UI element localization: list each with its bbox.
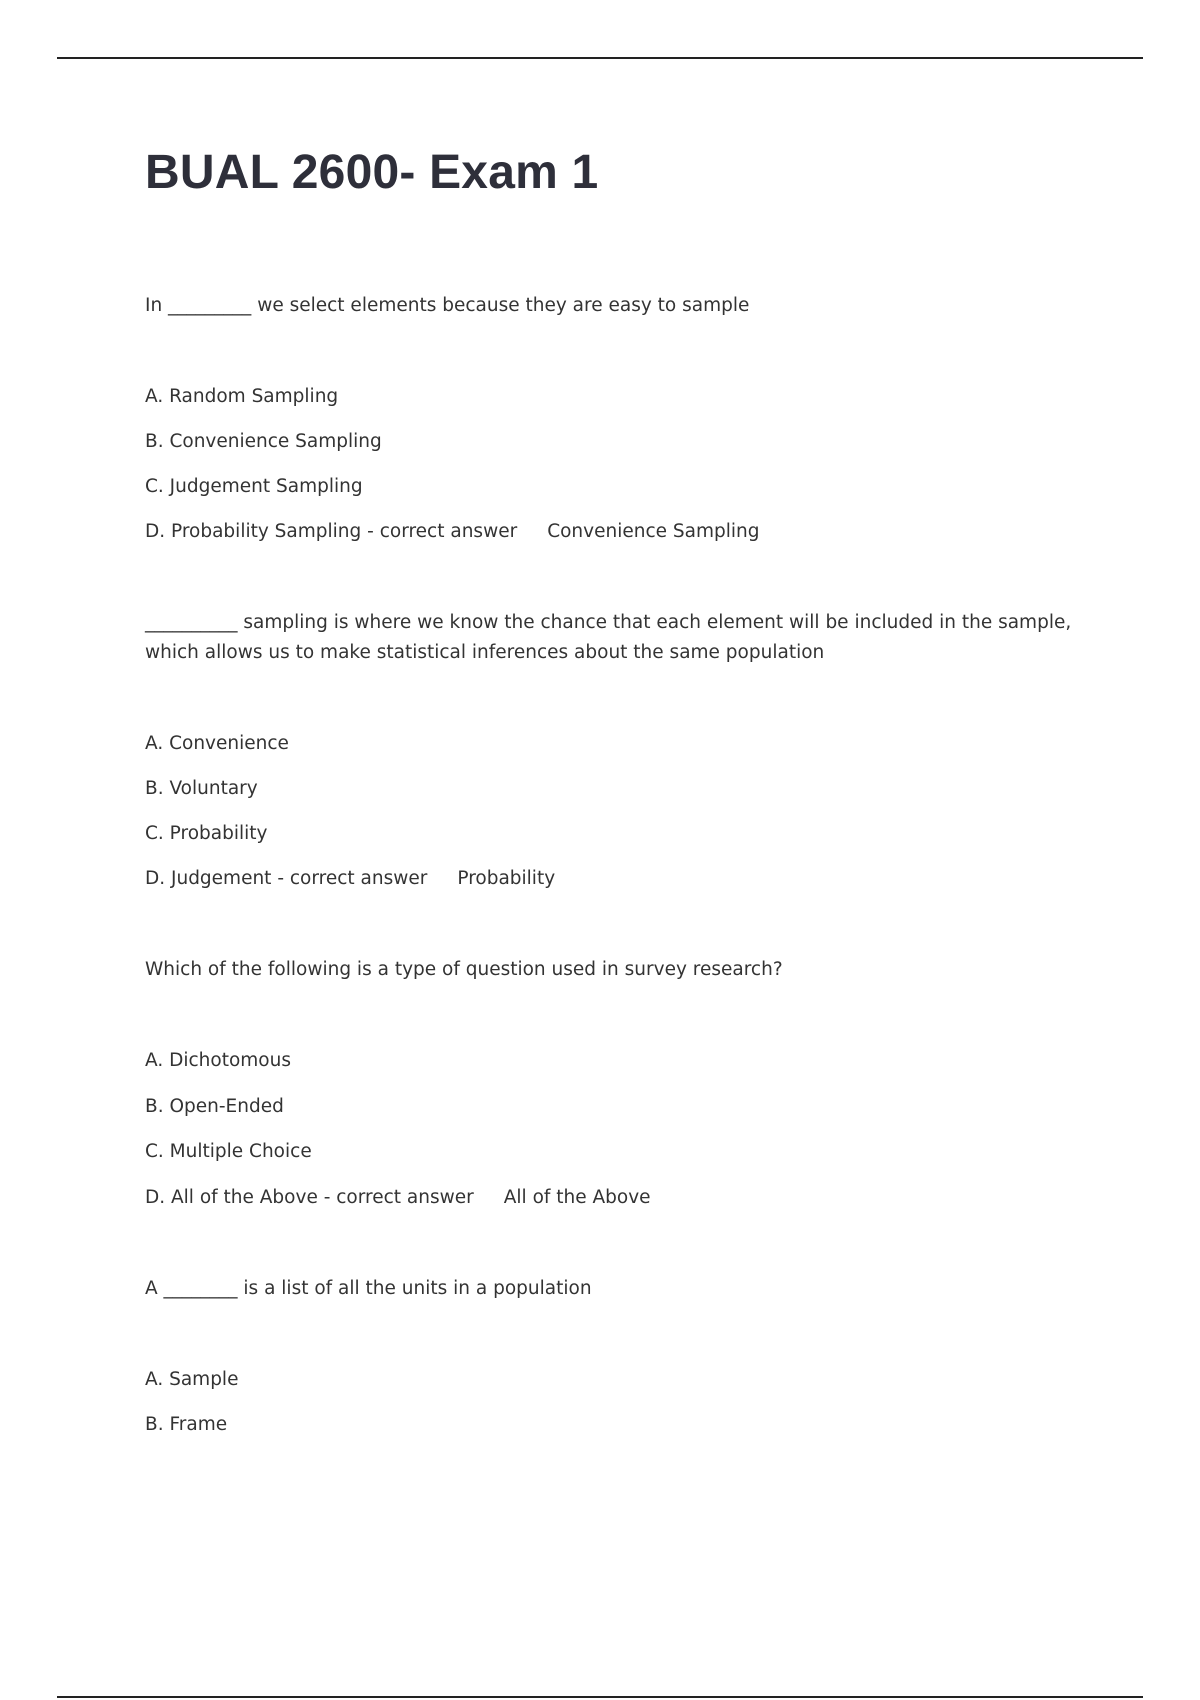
bottom-divider [57,1696,1143,1698]
question-2-option-d [145,864,555,894]
question-1-correct-answer: Convenience Sampling [547,521,760,542]
question-3-option-b: B. Open-Ended [145,1096,284,1117]
question-1-option-d [145,517,759,547]
question-1-option-d-text: D. Probability Sampling - correct answer [145,521,518,542]
question-2-prompt-line-1: __________ sampling is where we know the chance that each element will be included in the sample, [145,612,1072,633]
question-1-option-a: A. Random Sampling [145,386,339,407]
question-1-option-c: C. Judgement Sampling [145,476,363,497]
question-3-option-a: A. Dichotomous [145,1050,291,1071]
question-1-option-b: B. Convenience Sampling [145,431,382,452]
question-3-option-c: C. Multiple Choice [145,1141,312,1162]
question-3-option-d-text: D. All of the Above - correct answer [145,1187,474,1208]
question-3-option-d [145,1183,651,1213]
question-3-prompt: Which of the following is a type of question used in survey research? [145,959,783,980]
question-2-prompt-line-2: which allows us to make statistical inferences about the same population [145,642,825,663]
top-divider [57,57,1143,59]
question-2-option-b: B. Voluntary [145,778,258,799]
question-4-option-a: A. Sample [145,1369,239,1390]
question-4-prompt: A ________ is a list of all the units in a population [145,1278,592,1299]
question-2-option-c: C. Probability [145,823,268,844]
question-1-prompt: In _________ we select elements because they are easy to sample [145,295,750,316]
question-2-option-d-text: D. Judgement - correct answer [145,868,428,889]
question-3-correct-answer: All of the Above [503,1187,651,1208]
question-2-correct-answer: Probability [457,868,556,889]
question-2-option-a: A. Convenience [145,733,289,754]
page-title: BUAL 2600- Exam 1 [145,146,599,199]
question-4-option-b: B. Frame [145,1414,228,1435]
